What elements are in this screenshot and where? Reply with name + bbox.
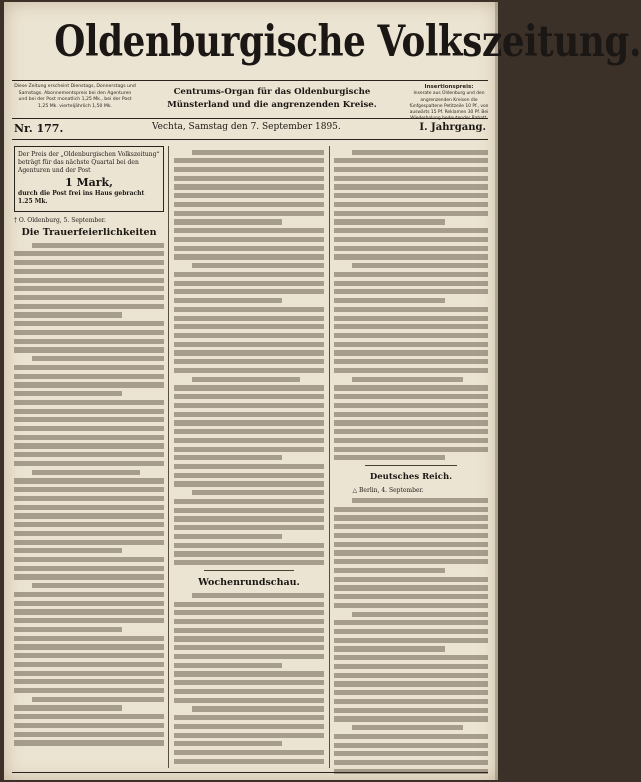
text-line — [334, 455, 445, 460]
issue-date: Vechta, Samstag den 7. September 1895. — [152, 122, 341, 132]
text-line — [334, 681, 488, 686]
text-line — [174, 508, 324, 513]
text-line — [174, 246, 324, 251]
text-line — [14, 435, 164, 440]
text-line — [352, 498, 488, 503]
section-divider — [204, 570, 294, 571]
text-line — [334, 743, 488, 748]
text-line — [14, 443, 164, 448]
text-line — [334, 438, 488, 443]
text-line — [334, 228, 488, 233]
text-line — [174, 551, 324, 556]
text-line — [14, 304, 164, 309]
text-line — [334, 690, 488, 695]
text-line — [174, 750, 324, 755]
text-line — [14, 723, 164, 728]
text-line — [174, 610, 324, 615]
text-line — [192, 593, 324, 598]
text-line — [32, 470, 140, 475]
text-line — [174, 333, 324, 338]
text-line — [174, 158, 324, 163]
text-line — [14, 609, 164, 614]
text-line — [14, 260, 164, 265]
text-line — [14, 505, 164, 510]
text-line — [334, 202, 488, 207]
text-line — [334, 350, 488, 355]
text-line — [334, 385, 488, 390]
masthead-rule-top — [12, 80, 488, 81]
issue-info-bar — [12, 122, 488, 136]
text-line — [352, 377, 463, 382]
text-line — [14, 574, 164, 579]
right-column-text-1 — [334, 150, 488, 461]
text-line — [174, 715, 324, 720]
text-line — [174, 237, 324, 242]
text-line — [334, 158, 488, 163]
insertion-notice: Inserate aus Oldenburg und den angrenzenden Kreisen die fünfgespaltene Petitzeile 10 Pf., von auswärts 15 Pf. Reklamen 30 Pf. Bei Wiederholung bedeutender Rabatt. — [409, 91, 489, 122]
text-line — [14, 347, 164, 352]
text-line — [334, 664, 488, 669]
text-line — [174, 759, 324, 764]
text-line — [14, 426, 164, 431]
text-line — [14, 365, 164, 370]
text-line — [174, 680, 324, 685]
text-line — [174, 654, 324, 659]
text-line — [174, 602, 324, 607]
issue-number: Nr. 177. — [14, 122, 64, 135]
text-line — [14, 269, 164, 274]
insertion-notice-box — [408, 84, 490, 123]
text-line — [14, 592, 164, 597]
text-line — [14, 251, 164, 256]
text-line — [14, 714, 164, 719]
newspaper-page — [4, 2, 641, 780]
text-line — [174, 636, 324, 641]
middle-column-text-1 — [174, 150, 324, 566]
text-line — [174, 525, 324, 530]
text-line — [334, 307, 488, 312]
text-line — [174, 543, 324, 548]
text-line — [32, 583, 164, 588]
column-right — [334, 146, 488, 768]
text-line — [14, 295, 164, 300]
text-line — [14, 391, 122, 396]
text-line — [14, 478, 164, 483]
text-line — [174, 534, 282, 539]
text-line — [174, 202, 324, 207]
text-line — [352, 725, 463, 730]
text-line — [334, 237, 488, 242]
text-line — [174, 741, 282, 746]
text-line — [174, 176, 324, 181]
text-line — [334, 568, 445, 573]
column-separator — [168, 146, 169, 768]
text-line — [334, 394, 488, 399]
text-line — [14, 330, 164, 335]
text-line — [14, 627, 122, 632]
text-line — [174, 464, 324, 469]
text-line — [174, 211, 324, 216]
text-line — [174, 350, 324, 355]
header-rule-middle — [12, 118, 488, 119]
text-line — [14, 644, 164, 649]
text-line — [174, 447, 324, 452]
article-dateline: † O. Oldenburg, 5. September. — [14, 217, 106, 225]
text-line — [334, 550, 488, 555]
text-line — [334, 368, 488, 373]
text-line — [334, 333, 488, 338]
page-bottom-rule — [12, 772, 488, 773]
text-line — [174, 429, 324, 434]
text-line — [174, 193, 324, 198]
text-line — [334, 219, 445, 224]
newspaper-subtitle: Centrums-Organ für das Oldenburgische Münsterland und die angrenzenden Kreise. — [167, 87, 377, 110]
text-line — [334, 254, 488, 259]
text-line — [174, 663, 282, 668]
text-line — [174, 298, 282, 303]
text-line — [14, 531, 164, 536]
left-column-text — [14, 243, 164, 746]
text-line — [174, 307, 324, 312]
text-line — [32, 697, 164, 702]
text-line — [14, 688, 164, 693]
text-line — [334, 447, 488, 452]
masthead-title: Oldenburgische Volkszeitung. — [54, 17, 641, 67]
text-line — [32, 356, 164, 361]
text-line — [174, 228, 324, 233]
text-line — [174, 420, 324, 425]
text-line — [174, 289, 324, 294]
text-line — [14, 400, 164, 405]
column-left — [14, 146, 164, 768]
text-line — [334, 646, 445, 651]
text-line — [334, 638, 488, 643]
text-line — [14, 312, 122, 317]
text-line — [334, 342, 488, 347]
text-line — [174, 671, 324, 676]
text-line — [334, 420, 488, 425]
header-rule-bottom — [12, 139, 488, 140]
text-line — [192, 706, 324, 711]
text-line — [334, 629, 488, 634]
subscription-box-text: Der Preis der „Oldenburgischen Volkszeitung“ beträgt für das nächste Quartal bei den Agenturen und der Post — [18, 151, 160, 175]
text-line — [334, 515, 488, 520]
text-line — [14, 513, 164, 518]
text-line — [14, 286, 164, 291]
text-line — [14, 671, 164, 676]
text-line — [174, 698, 324, 703]
text-line — [334, 751, 488, 756]
subscription-notice: Diese Zeitung erscheint Dienstags, Donnerstags und Samstags. Abonnementspreis bei den Agenturen und bei der Post monatlich 1,25 Mk., bei der Post 1,25 Mk. vierteljährlich 1,50 Mk. — [14, 84, 136, 109]
text-line — [14, 487, 164, 492]
text-line — [174, 481, 324, 486]
text-line — [14, 601, 164, 606]
section-divider — [365, 465, 457, 466]
page-fold-shadow — [495, 2, 498, 780]
text-line — [14, 321, 164, 326]
text-line — [14, 653, 164, 658]
text-line — [334, 594, 488, 599]
text-line — [334, 760, 488, 765]
text-line — [334, 524, 488, 529]
section-heading-wochenrundschau: Wochenrundschau. — [198, 577, 300, 589]
text-line — [192, 263, 324, 268]
text-line — [174, 281, 324, 286]
text-line — [14, 409, 164, 414]
text-line — [334, 577, 488, 582]
text-line — [192, 490, 324, 495]
text-line — [14, 540, 164, 545]
text-line — [334, 246, 488, 251]
text-line — [14, 618, 164, 623]
text-line — [334, 559, 488, 564]
text-line — [334, 429, 488, 434]
subscription-price: 1 Mark, — [64, 175, 114, 189]
text-line — [352, 150, 488, 155]
volume-number: I. Jahrgang. — [419, 122, 486, 133]
right-column-text-2 — [334, 498, 488, 774]
text-line — [174, 619, 324, 624]
insertion-heading: Insertionspreis: — [424, 84, 474, 90]
text-line — [334, 281, 488, 286]
text-line — [14, 548, 122, 553]
text-line — [14, 496, 164, 501]
text-line — [334, 708, 488, 713]
text-line — [14, 452, 164, 457]
text-line — [174, 645, 324, 650]
text-line — [174, 254, 324, 259]
text-line — [174, 733, 324, 738]
text-line — [334, 699, 488, 704]
text-line — [14, 679, 164, 684]
text-line — [334, 542, 488, 547]
text-line — [14, 732, 164, 737]
text-line — [334, 211, 488, 216]
text-line — [174, 412, 324, 417]
text-line — [174, 628, 324, 633]
text-line — [14, 461, 164, 466]
article-title: Die Trauerfeierlichkeiten — [21, 227, 157, 239]
text-line — [334, 507, 488, 512]
text-line — [334, 176, 488, 181]
section-heading-deutsches-reich: Deutsches Reich. — [369, 472, 453, 483]
text-line — [174, 316, 324, 321]
column-separator — [329, 146, 330, 768]
middle-column-text-2 — [174, 593, 324, 764]
text-line — [14, 382, 164, 387]
column-middle — [174, 146, 324, 768]
text-line — [14, 417, 164, 422]
text-line — [174, 359, 324, 364]
text-line — [14, 566, 164, 571]
text-line — [334, 193, 488, 198]
text-line — [352, 612, 488, 617]
text-line — [334, 603, 488, 608]
text-line — [334, 298, 445, 303]
text-line — [334, 734, 488, 739]
section-dateline: △ Berlin, 4. September. — [352, 487, 424, 495]
text-line — [334, 533, 488, 538]
text-line — [14, 522, 164, 527]
text-line — [174, 324, 324, 329]
text-line — [334, 620, 488, 625]
text-line — [174, 167, 324, 172]
text-line — [334, 316, 488, 321]
text-line — [334, 412, 488, 417]
text-line — [174, 473, 324, 478]
text-line — [334, 655, 488, 660]
text-line — [352, 263, 488, 268]
text-line — [14, 662, 164, 667]
text-line — [174, 499, 324, 504]
text-line — [174, 724, 324, 729]
text-line — [174, 368, 324, 373]
text-line — [14, 557, 164, 562]
text-line — [174, 516, 324, 521]
text-line — [174, 689, 324, 694]
text-line — [192, 150, 324, 155]
text-line — [32, 243, 164, 248]
text-line — [14, 740, 164, 745]
text-line — [334, 184, 488, 189]
text-line — [334, 403, 488, 408]
text-line — [174, 272, 324, 277]
text-line — [174, 394, 324, 399]
text-line — [174, 342, 324, 347]
text-line — [174, 219, 282, 224]
text-line — [334, 289, 488, 294]
text-line — [334, 585, 488, 590]
subscription-box — [14, 146, 164, 212]
text-line — [14, 278, 164, 283]
text-line — [14, 705, 122, 710]
text-line — [334, 272, 488, 277]
text-line — [14, 339, 164, 344]
text-line — [174, 560, 324, 565]
subscription-order-text: durch die Post frei ins Haus gebracht 1.25 Mk. — [18, 189, 145, 205]
text-line — [334, 324, 488, 329]
text-line — [334, 359, 488, 364]
text-line — [14, 374, 164, 379]
text-line — [174, 438, 324, 443]
text-line — [174, 385, 324, 390]
text-line — [334, 716, 488, 721]
text-line — [334, 167, 488, 172]
text-line — [14, 636, 164, 641]
text-line — [192, 377, 300, 382]
text-line — [174, 455, 282, 460]
text-line — [334, 673, 488, 678]
text-line — [174, 184, 324, 189]
text-line — [174, 403, 324, 408]
